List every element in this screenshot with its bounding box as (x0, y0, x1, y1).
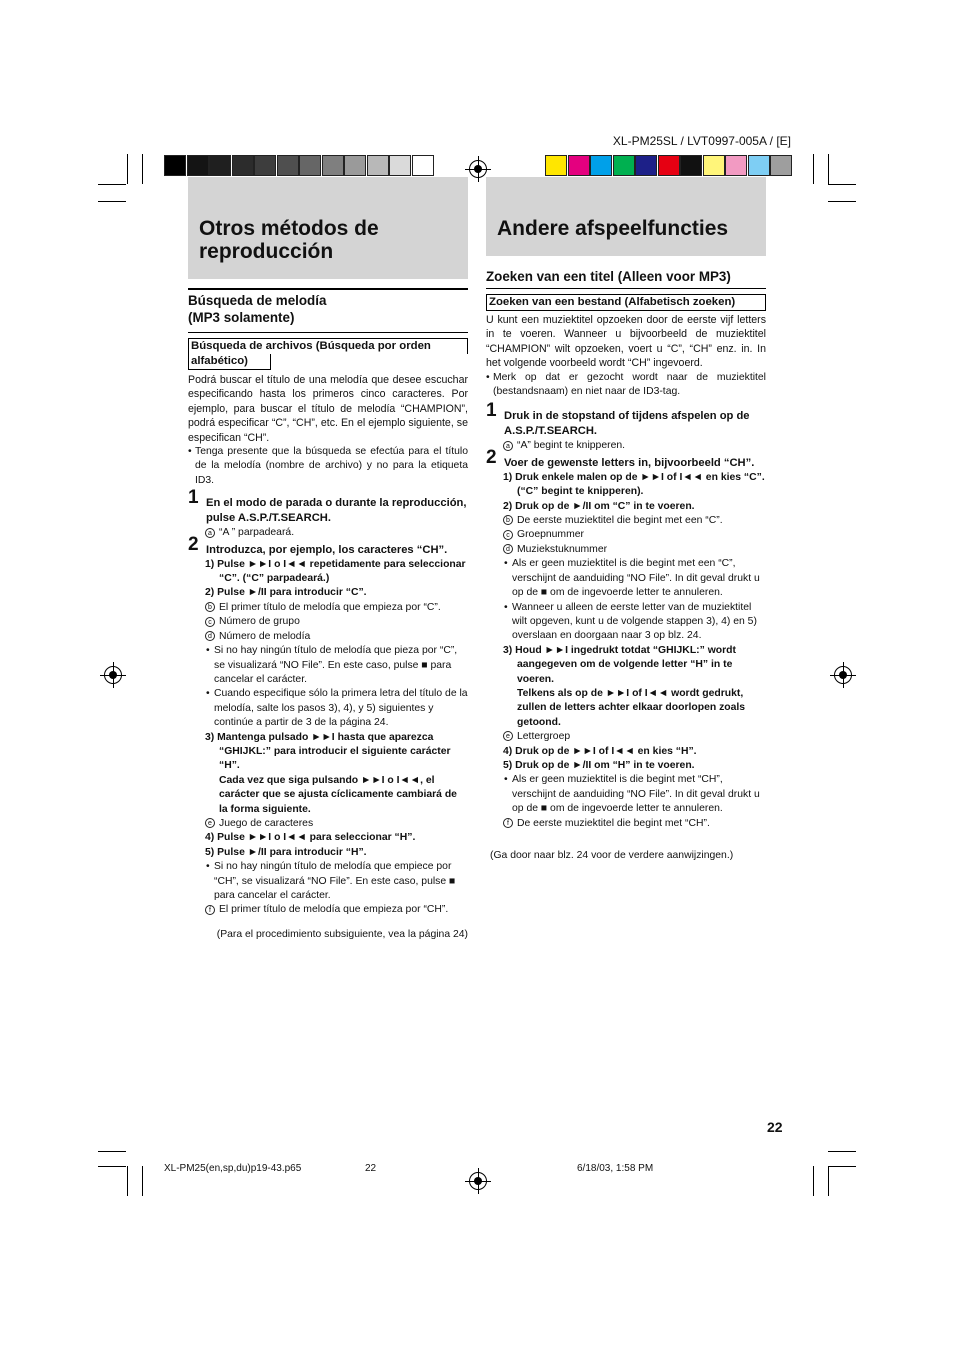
substep-3: 3) Mantenga pulsado ►►I hasta que aparezca “GHIJKL:” para introducir el siguiente carácter “H”. (205, 731, 451, 772)
marker-line: b El primer título de melodía que empieza por “C”. (188, 601, 468, 615)
subsection-box: Zoeken van een bestand (Alfabetisch zoeken) (486, 294, 766, 311)
color-swatch (322, 155, 344, 176)
marker-line: c Número de grupo (188, 615, 468, 629)
substep-2: 2) Pulse ►/II para introducir “C”. (205, 587, 367, 599)
substep-5: 5) Pulse ►/II para introducir “H”. (205, 846, 367, 858)
crop-mark (98, 201, 126, 202)
color-swatch (412, 155, 434, 176)
color-swatch (299, 155, 321, 176)
marker-line: e Juego de caracteres (188, 817, 468, 831)
crop-mark (127, 154, 128, 184)
intro-paragraph: U kunt een muziektitel opzoeken door de eerste vijf letters in te voeren. Wanneer u bijvoorbeeld de muziektitel “CHAMPION” wilt opzoeken, voert u “C”, “CH” enz. in. In het volgende voorbeeld wordt “CH” ingevoerd. (486, 314, 766, 370)
crop-mark (98, 1166, 126, 1167)
footer-note: (Para el procedimiento subsiguiente, vea la página 24) (216, 928, 468, 940)
crop-mark (828, 1166, 856, 1167)
marker-line: a “A ” parpadeará. (188, 526, 468, 540)
footer-page: 22 (365, 1163, 377, 1174)
color-swatch (187, 155, 209, 176)
color-swatch (389, 155, 411, 176)
page-title-es: Otros métodos de reproducción (199, 217, 379, 263)
note-bullet: • Tenga presente que la búsqueda se efectúa para el título de la melodía (nombre de archivo) y no para la etiqueta ID3. (188, 446, 468, 486)
marker-line: f El primer título de melodía que empieza por “CH”. (188, 903, 468, 917)
step-1: 1 En el modo de parada o durante la reproducción, pulse A.S.P./T.SEARCH. (188, 487, 467, 525)
model-code: XL-PM25SL / LVT0997-005A / [E] (612, 134, 791, 148)
crop-mark (828, 201, 856, 202)
intro-paragraph: Podrá buscar el título de una melodía que desee escuchar especificando hasta los primeros cinco caracteres. Por ejemplo, para buscar el título de melodía “CHAMPION”, podrá especificar “C”, “CH”, etc. En el ejemplo siguiente, se especifican “CH”. (188, 374, 468, 444)
marker-line: f De eerste muziektitel die begint met “CH”. (486, 817, 766, 831)
step-2: 2 Voer de gewenste letters in, bijvoorbeeld “CH”. (486, 446, 755, 469)
color-swatch (254, 155, 276, 176)
note-bullet: • Merk op dat er gezocht wordt naar de muziektitel (bestandsnaam) en niet naar de ID3-tag. (486, 371, 766, 398)
substep-1: 1) Pulse ►►I o I◄◄ repetidamente para seleccionar “C”. (“C” parpadeará.) (205, 558, 466, 585)
color-swatch (590, 155, 612, 176)
color-swatch (164, 155, 186, 176)
marker-line: c Groepnummer (486, 528, 766, 542)
section-rule (188, 288, 468, 290)
step-2: 2 Introduzca, por ejemplo, los caracteres “CH”. (188, 533, 448, 556)
color-swatch (748, 155, 770, 176)
color-swatch (680, 155, 702, 176)
column-nl (486, 268, 766, 863)
footer-date: 6/18/03, 1:58 PM (577, 1163, 654, 1174)
bullet: • Als er geen muziektitel is die begint met een “C”, verschijnt de aanduiding “NO File”. In dit geval drukt u op de ■ om de ingevoerde letter te annuleren. (504, 558, 760, 599)
crop-mark (813, 154, 814, 184)
crop-mark (98, 184, 126, 185)
bullet: • Si no hay ningún título de melodía que pieza por “C”, se visualizará “NO File”. En este caso, pulse ■ para cancelar el carácter. (206, 645, 458, 685)
color-swatch (613, 155, 635, 176)
color-swatch (545, 155, 567, 176)
crop-mark (828, 1151, 856, 1152)
color-swatch (770, 155, 792, 176)
page-title-nl: Andere afspeelfuncties (497, 217, 729, 240)
subsection-box: Búsqueda de archivos (Búsqueda por orden alfabético) (188, 338, 468, 370)
crop-mark (828, 154, 829, 184)
step-1: 1 Druk in de stopstand of tijdens afspelen op de A.S.P./T.SEARCH. (486, 400, 750, 438)
color-swatch (367, 155, 389, 176)
substep-2: 2) Druk op de ►/II om “C” in te voeren. (503, 500, 695, 512)
section-title: Zoeken van een titel (Alleen voor MP3) (486, 269, 731, 284)
crop-mark (828, 1166, 829, 1196)
substep-3-detail: Telkens als op de ►►I of I◄◄ wordt gedrukt, zullen de letters achter elkaar doorlopen zoals getoond. (517, 687, 746, 728)
registration-mark (469, 160, 487, 178)
bullet: • Cuando especifique sólo la primera letra del título de la melodía, salte los pasos 3), 4), y 5) siguientes y continúe a partir de 3 de la página 24. (206, 688, 468, 729)
color-swatch (725, 155, 747, 176)
bullet: • Als er geen muziektitel is die begint met “CH”, verschijnt de aanduiding “NO File”. In dit geval drukt u op de ■ om de ingevoerde letter te annuleren. (504, 774, 760, 815)
bullet: • Wanneer u alleen de eerste letter van de muziektitel wilt opgeven, kunt u de volgende stappen 3), 4) en 5) overslaan en doorgaan naar 3 op blz. 24. (504, 601, 757, 642)
registration-mark (104, 666, 122, 684)
color-swatch (209, 155, 231, 176)
marker-line: d Muziekstuknummer (486, 543, 766, 557)
color-swatch (277, 155, 299, 176)
crop-mark (142, 1166, 143, 1196)
color-swatch (703, 155, 725, 176)
footer-note: (Ga door naar blz. 24 voor de verdere aanwijzingen.) (490, 850, 734, 861)
column-es (188, 292, 468, 942)
registration-mark (834, 666, 852, 684)
color-swatch (344, 155, 366, 176)
crop-mark (828, 184, 856, 185)
color-swatch (568, 155, 590, 176)
marker-line: d Número de melodía (188, 630, 468, 644)
crop-mark (813, 1166, 814, 1196)
substep-3: 3) Houd ►►I ingedrukt totdat “GHIJKL:” wordt aangegeven om de volgende letter “H” in te voeren. (503, 644, 736, 685)
substep-1: 1) Druk enkele malen op de ►►I of I◄◄ en kies “C”. (“C” begint te knipperen). (503, 471, 765, 498)
registration-mark (469, 1172, 487, 1190)
substep-4: 4) Pulse ►►I o I◄◄ para seleccionar “H”. (205, 832, 416, 844)
substep-5: 5) Druk op de ►/II om “H” in te voeren. (503, 759, 695, 771)
crop-mark (127, 1166, 128, 1196)
color-swatch (232, 155, 254, 176)
marker-line: a “A” begint te knipperen. (486, 439, 766, 453)
color-swatch (635, 155, 657, 176)
color-swatch (658, 155, 680, 176)
bullet: • Si no hay ningún título de melodía que empiece por “CH”, se visualizará “NO File”. En este caso, pulse ■ para cancelar el carácter. (206, 861, 456, 901)
section-title: Búsqueda de melodía (MP3 solamente) (188, 293, 327, 325)
substep-4: 4) Druk op de ►►I of I◄◄ en kies “H”. (503, 745, 697, 757)
marker-line: b De eerste muziektitel die begint met een “C”. (486, 514, 766, 528)
crop-mark (142, 154, 143, 184)
substep-3-detail: Cada vez que siga pulsando ►►I o I◄◄, el carácter que se ajusta cíclicamente cambiará de la forma siguiente. (219, 774, 457, 815)
footer-file: XL-PM25(en,sp,du)p19-43.p65 (164, 1163, 302, 1174)
marker-line: e Lettergroep (486, 730, 766, 744)
page-number: 22 (767, 1119, 783, 1135)
crop-mark (98, 1151, 126, 1152)
